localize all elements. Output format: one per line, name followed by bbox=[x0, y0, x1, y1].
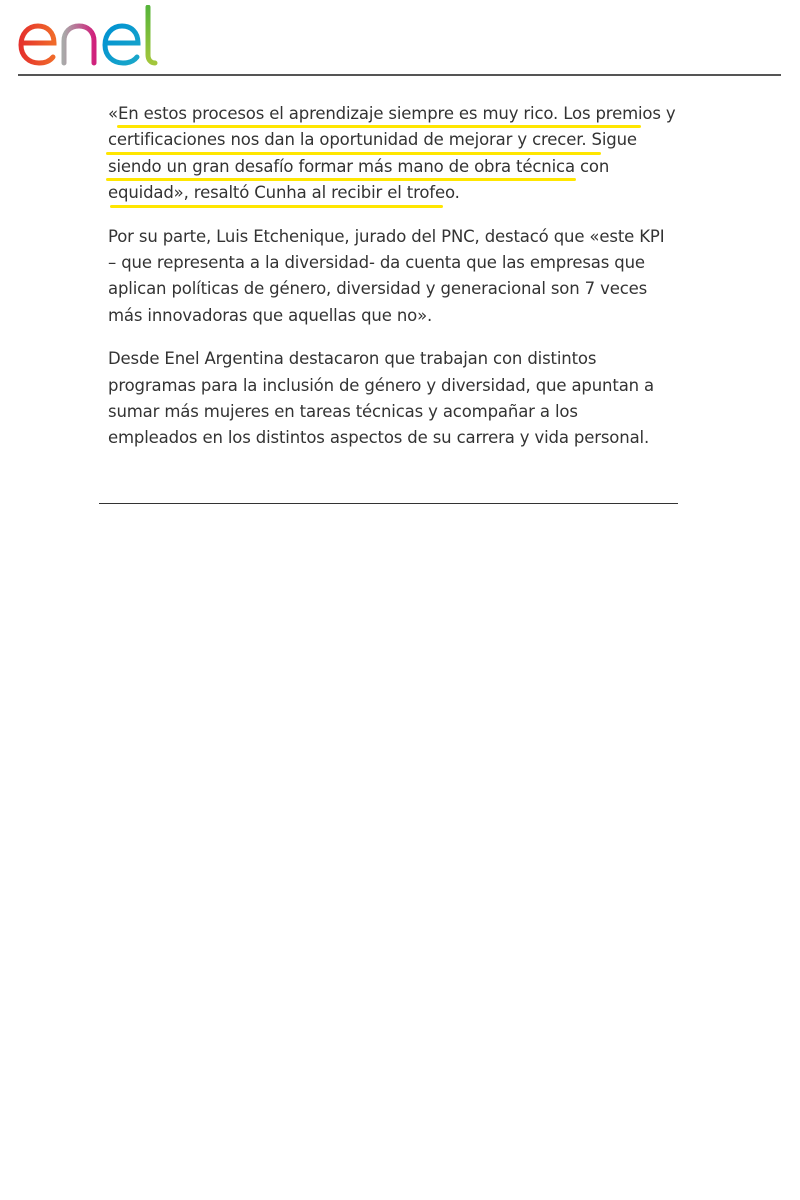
quote-line-text: certificaciones nos dan la oportunidad de mejorar y crecer. Sigue bbox=[108, 130, 637, 150]
paragraph-etchenique: Por su parte, Luis Etchenique, jurado del PNC, destacó que «este KPI – que representa a la diversidad- da cuenta que las empresas que aplican políticas de género, diversidad y generacional son 7 veces más innovadoras que aquellas que no». bbox=[108, 226, 665, 325]
quote-line-text: equidad», resaltó Cunha al recibir el trofeo. bbox=[108, 183, 460, 203]
quote-line bbox=[108, 127, 668, 153]
quote-line bbox=[108, 101, 676, 127]
quote-line bbox=[108, 154, 668, 180]
quote-line-text: «En estos procesos el aprendizaje siempre es muy rico. Los premios y bbox=[108, 104, 676, 123]
quote-line-text: siendo un gran desafío formar más mano de obra técnica con bbox=[108, 156, 610, 176]
quote-line bbox=[108, 180, 668, 206]
site-header bbox=[0, 0, 800, 76]
enel-logo[interactable] bbox=[17, 5, 182, 67]
article-body bbox=[108, 101, 676, 469]
highlight-underline bbox=[110, 205, 443, 208]
header-divider bbox=[18, 74, 781, 76]
highlighted-quote bbox=[108, 101, 676, 207]
paragraph-enel-argentina: Desde Enel Argentina destacaron que trabajan con distintos programas para la inclusión de género y diversidad, que apuntan a sumar más mujeres en tareas técnicas y acompañar a los empleados en los distintos aspectos de su carrera y vida personal. bbox=[108, 349, 655, 448]
article-end-divider bbox=[99, 503, 678, 504]
